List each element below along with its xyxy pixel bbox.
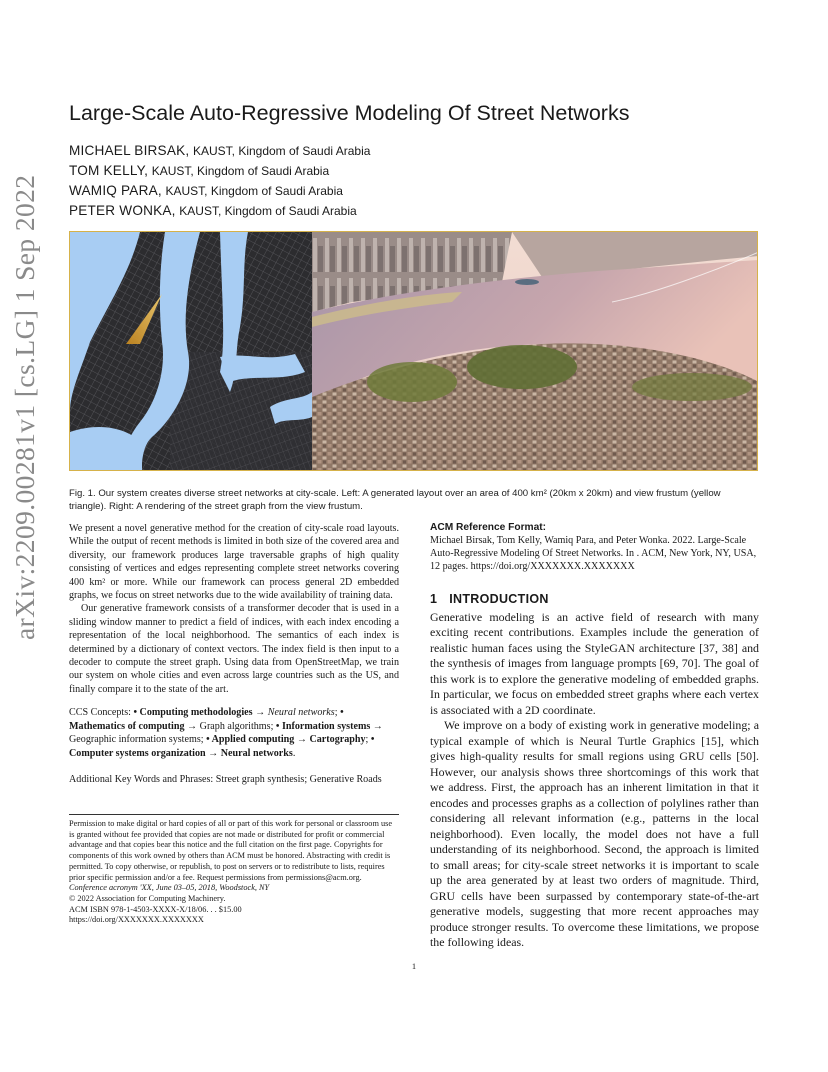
intro-paragraph: Generative modeling is an active field of research with many exciting recent contributions. Examples include the generation of realistic human faces using the StyleGAN architecture [37, 38] and the synthesis of images from language prompts [69, 70]. The goal of this work is to explore the generative modeling of embedded graphs. In particular, we focus on embedded street graphs where each vertex is associated with a 2D coordinate. <box>430 609 759 717</box>
conference-line: Conference acronym 'XX, June 03–05, 2018, Woodstock, NY <box>69 883 270 893</box>
section-number: 1 <box>430 591 438 606</box>
ccs-separator: ; <box>200 734 207 746</box>
ccs-term: • Information systems → <box>275 720 383 732</box>
teaser-figure-image <box>70 232 758 471</box>
permission-block <box>69 814 399 926</box>
ccs-term: • Mathematics of computing → <box>69 707 344 732</box>
intro-paragraph: We improve on a body of existing work in generative modeling; a typical example of which is Neural Turtle Graphics [15], which gives high-quality results for small regions using GRU cells [50]. However, our analysis shows three shortcomings of this work that we address. First, the approach has an inherent limitation in that it encodes and processes graphs as a collection of polylines rather than considering all relevant information (e.g., patterns in the local neighborhood). Even locally, the model does not have a full understanding of its neighborhood. Second, the approach is limited to small areas; for city-scale street networks it is important to scale up the area generated by at least two orders of magnitude. Third, GRU cells have been surpassed by contemporary state-of-the-art generative models, suggesting that more recent approaches may produce stronger results. To overcome these limitations, we propose the following ideas. <box>430 718 759 950</box>
city-rendering <box>312 232 758 471</box>
abstract-paragraph: Our generative framework consists of a transformer decoder that is used in a sliding window manner to predict a field of indices, with each index encoding a representation of the local neighborhood. The semantics of each index is determined by a dictionary of context vectors. The index field is then input to a decoder to compute the street graph. Using data from OpenStreetMap, we train our system on whole cities and even across large countries such as the US, and finally compare it to the state of the art. <box>69 603 399 695</box>
teaser-figure <box>69 231 758 471</box>
section-heading <box>430 592 759 606</box>
author-affiliation: KAUST, Kingdom of Saudi Arabia <box>151 164 330 178</box>
ccs-separator: ; <box>334 707 341 719</box>
author-name: WAMIQ PARA, <box>69 183 162 198</box>
copyright-line: © 2022 Association for Computing Machinery. <box>69 893 226 903</box>
author-affiliation: KAUST, Kingdom of Saudi Arabia <box>165 184 343 198</box>
ccs-term: • Computer systems organization → Neural networks <box>69 734 375 760</box>
ccs-subterm: Graph algorithms <box>197 720 271 732</box>
author-list <box>69 141 569 221</box>
page-number: 1 <box>411 961 417 971</box>
author-affiliation: KAUST, Kingdom of Saudi Arabia <box>179 204 357 218</box>
ccs-term: • Applied computing → Cartography <box>206 734 366 746</box>
arxiv-identifier: arXiv:2209.00281v1 [cs.LG] 1 Sep 2022 <box>9 174 40 640</box>
acm-reference-text: Michael Birsak, Tom Kelly, Wamiq Para, and Peter Wonka. 2022. Large-Scale Auto-Regressive Modeling Of Street Networks. In . ACM, New York, NY, USA, 12 pages. https://doi.org/XXXXXXX.XXXXXXX <box>430 535 757 573</box>
ccs-term: • Computing methodologies → <box>133 707 266 719</box>
ccs-concepts <box>69 706 399 760</box>
author-entry <box>69 161 569 181</box>
isbn-line: ACM ISBN 978-1-4503-XXXX-X/18/06. . . $15.00 <box>69 904 242 914</box>
abstract <box>69 522 399 696</box>
doi-link[interactable]: https://doi.org/XXXXXXX.XXXXXXX <box>69 915 204 925</box>
introduction-body <box>430 610 759 951</box>
left-column <box>69 522 399 786</box>
author-name: TOM KELLY, <box>69 163 149 178</box>
author-name: MICHAEL BIRSAK, <box>69 143 190 158</box>
permission-text: Permission to make digital or hard copies of all or part of this work for personal or classroom use is granted without fee provided that copies are not made or distributed for profit or commercial advantage and that copies bear this notice and the full citation on the first page. Copyrights for components of this work owned by others than ACM must be honored. Abstracting with credit is permitted. To copy otherwise, or republish, to post on servers or to redistribute to lists, requires prior specific permission and/or a fee. Request permissions from permissions@acm.org. <box>69 819 393 882</box>
ccs-prefix: CCS Concepts: <box>69 707 134 719</box>
author-affiliation: KAUST, Kingdom of Saudi Arabia <box>192 144 371 158</box>
author-entry <box>69 141 569 161</box>
author-name: PETER WONKA, <box>69 203 176 218</box>
ccs-subterm: Geographic information systems <box>69 734 201 746</box>
author-entry <box>69 201 569 221</box>
abstract-paragraph: We present a novel generative method for the creation of city-scale road layouts. While the output of recent methods is limited in both size of the covered area and diversity, our framework produces large traversable graphs of high quality consisting of vertices and edges representing complete street networks covering 400 km² or more. While our framework can process general 2D embedded graphs, we focus on street networks due to the wide availability of training data. <box>69 523 399 602</box>
additional-keywords: Additional Key Words and Phrases: Street graph synthesis; Generative Roads <box>69 773 382 785</box>
figure-caption: Fig. 1. Our system creates diverse street networks at city-scale. Left: A generated layout over an area of 400 km² (20km x 20km) and view frustum (yellow triangle). Right: A rendering of the street graph from the view frustum. <box>69 488 721 513</box>
paper-title: Large-Scale Auto-Regressive Modeling Of Street Networks <box>69 101 630 125</box>
section-title: INTRODUCTION <box>449 591 549 606</box>
author-entry <box>69 181 569 201</box>
ccs-separator: . <box>292 748 296 760</box>
right-column <box>430 522 759 951</box>
generated-street-map <box>70 232 312 471</box>
ccs-subterm: Neural networks <box>265 707 335 719</box>
ccs-separator: ; <box>365 734 371 746</box>
acm-reference-heading: ACM Reference Format: <box>430 522 547 533</box>
ccs-separator: ; <box>270 720 276 732</box>
